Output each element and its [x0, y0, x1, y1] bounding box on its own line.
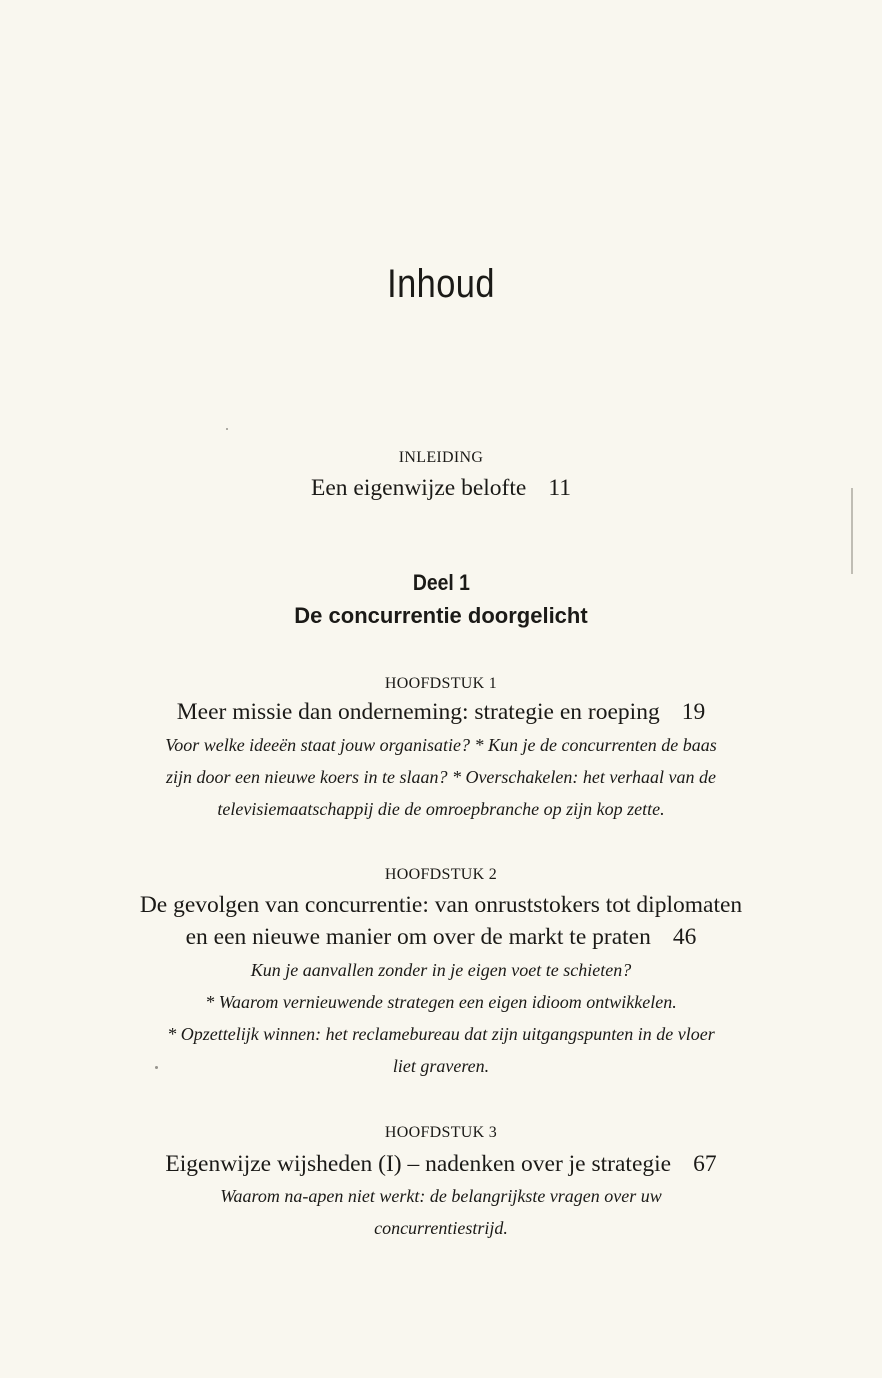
chapter-2-desc-line: Kun je aanvallen zonder in je eigen voet te schieten?: [250, 960, 632, 980]
intro-heading: Een eigenwijze belofte: [311, 475, 527, 501]
chapter-2-desc-line: * Waarom vernieuwende strategen een eigen idioom ontwikkelen.: [205, 992, 677, 1012]
page-title: Inhoud: [387, 262, 495, 306]
chapter-3-label: HOOFDSTUK 3: [384, 1124, 498, 1141]
chapter-3-heading: Eigenwijze wijsheden (I) – nadenken over je strategie: [165, 1151, 672, 1177]
chapter-3-desc-line: Waarom na-apen niet werkt: de belangrijkste vragen over uw: [220, 1186, 662, 1206]
chapter-1-desc-line: zijn door een nieuwe koers in te slaan? * Overschakelen: het verhaal van de: [165, 767, 717, 787]
chapter-3-entry: [0, 1151, 882, 1178]
intro-label: INLEIDING: [398, 449, 484, 466]
chapter-1-label: HOOFDSTUK 1: [384, 675, 498, 692]
part-number: [0, 570, 882, 596]
chapter-2-page-number: 46: [672, 924, 697, 950]
chapter-3-page-number: 67: [693, 1151, 717, 1177]
intro-entry: [0, 475, 882, 502]
scan-speck: [155, 1066, 158, 1069]
chapter-2-desc-line: liet graveren.: [392, 1056, 490, 1076]
chapter-2-label: HOOFDSTUK 2: [384, 866, 498, 883]
chapter-1-entry: [0, 699, 882, 726]
intro-page-number: 11: [548, 475, 571, 501]
chapter-2-desc-line: * Opzettelijk winnen: het reclamebureau dat zijn uitgangspunten in de vloer: [167, 1024, 715, 1044]
chapter-1-page-number: 19: [681, 699, 706, 725]
chapter-3-desc-line: concurrentiestrijd.: [374, 1218, 508, 1238]
scan-speck: [226, 428, 228, 430]
chapter-1-desc-line: Voor welke ideeën staat jouw organisatie? * Kun je de concurrenten de baas: [165, 735, 717, 755]
chapter-1-heading: Meer missie dan onderneming: strategie en roeping: [176, 699, 660, 725]
part-number-text: Deel 1: [412, 570, 470, 595]
chapter-2-heading-line-2: en een nieuwe manier om over de markt te praten: [185, 924, 651, 950]
chapter-2-heading-line-1: De gevolgen van concurrentie: van onruststokers tot diplomaten: [139, 892, 743, 918]
scan-edge-mark: [851, 488, 853, 574]
part-title: De concurrentie doorgelicht: [294, 603, 588, 628]
chapter-1-desc-line: televisiemaatschappij die de omroepbranche op zijn kop zette.: [217, 799, 665, 819]
chapter-2-entry: [0, 924, 882, 951]
